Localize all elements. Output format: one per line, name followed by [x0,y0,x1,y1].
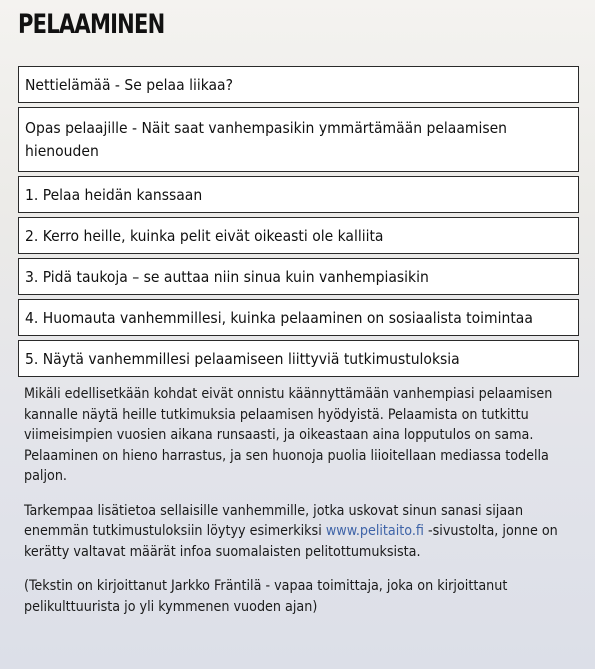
paragraph-more-info-text: Tarkempaa lisätietoa sellaisille vanhemmille, jotka uskovat sinun sanasi sijaan enemmän tutkimustuloksiin löytyy esimerkiksi [24,502,524,539]
paragraph-more-info-text-end: -sivustolta, jonne on kerätty valtavat määrät infoa suomalaisten pelitottumuksista. [24,523,558,560]
menu-item-tip-4[interactable]: 4. Huomauta vanhemmillesi, kuinka pelaaminen on sosiaalista toimintaa [18,299,579,336]
article-body [24,384,564,631]
paragraph-more-info [24,501,564,563]
paragraph-research: Mikäli edellisetkään kohdat eivät onnistu käännyttämään vanhempiasi pelaamisen kannalle näytä heille tutkimuksia pelaamisen hyödyistä. Pelaamista on tutkittu viimeisimpien vuosien aikana runsaasti, ja oikeastaan aina lopputulos on sama. Pelaaminen on hieno harrastus, ja sen huonoja puolia liioitellaan mediassa todella paljon. [24,386,553,484]
article-menu [18,66,579,381]
page-title: PELAAMINEN [18,9,165,40]
menu-item-opas-pelaajille[interactable]: Opas pelaajille - Näit saat vanhempasikin ymmärtämään pelaamisen hienouden [18,107,579,172]
menu-item-tip-2[interactable]: 2. Kerro heille, kuinka pelit eivät oikeasti ole kalliita [18,217,579,254]
menu-item-tip-1[interactable]: 1. Pelaa heidän kanssaan [18,176,579,213]
menu-item-tip-3[interactable]: 3. Pidä taukoja – se auttaa niin sinua kuin vanhempiasikin [18,258,579,295]
pelitaito-link[interactable]: www.pelitaito.fi [325,523,424,539]
menu-item-tip-5[interactable]: 5. Näytä vanhemmillesi pelaamiseen liittyviä tutkimustuloksia [18,340,579,377]
menu-item-nettielamaa[interactable]: Nettielämää - Se pelaa liikaa? [18,66,579,103]
paragraph-author: (Tekstin on kirjoittanut Jarkko Fräntilä - vapaa toimittaja, joka on kirjoittanut pelikulttuurista jo yli kymmenen vuoden ajan) [24,578,508,615]
